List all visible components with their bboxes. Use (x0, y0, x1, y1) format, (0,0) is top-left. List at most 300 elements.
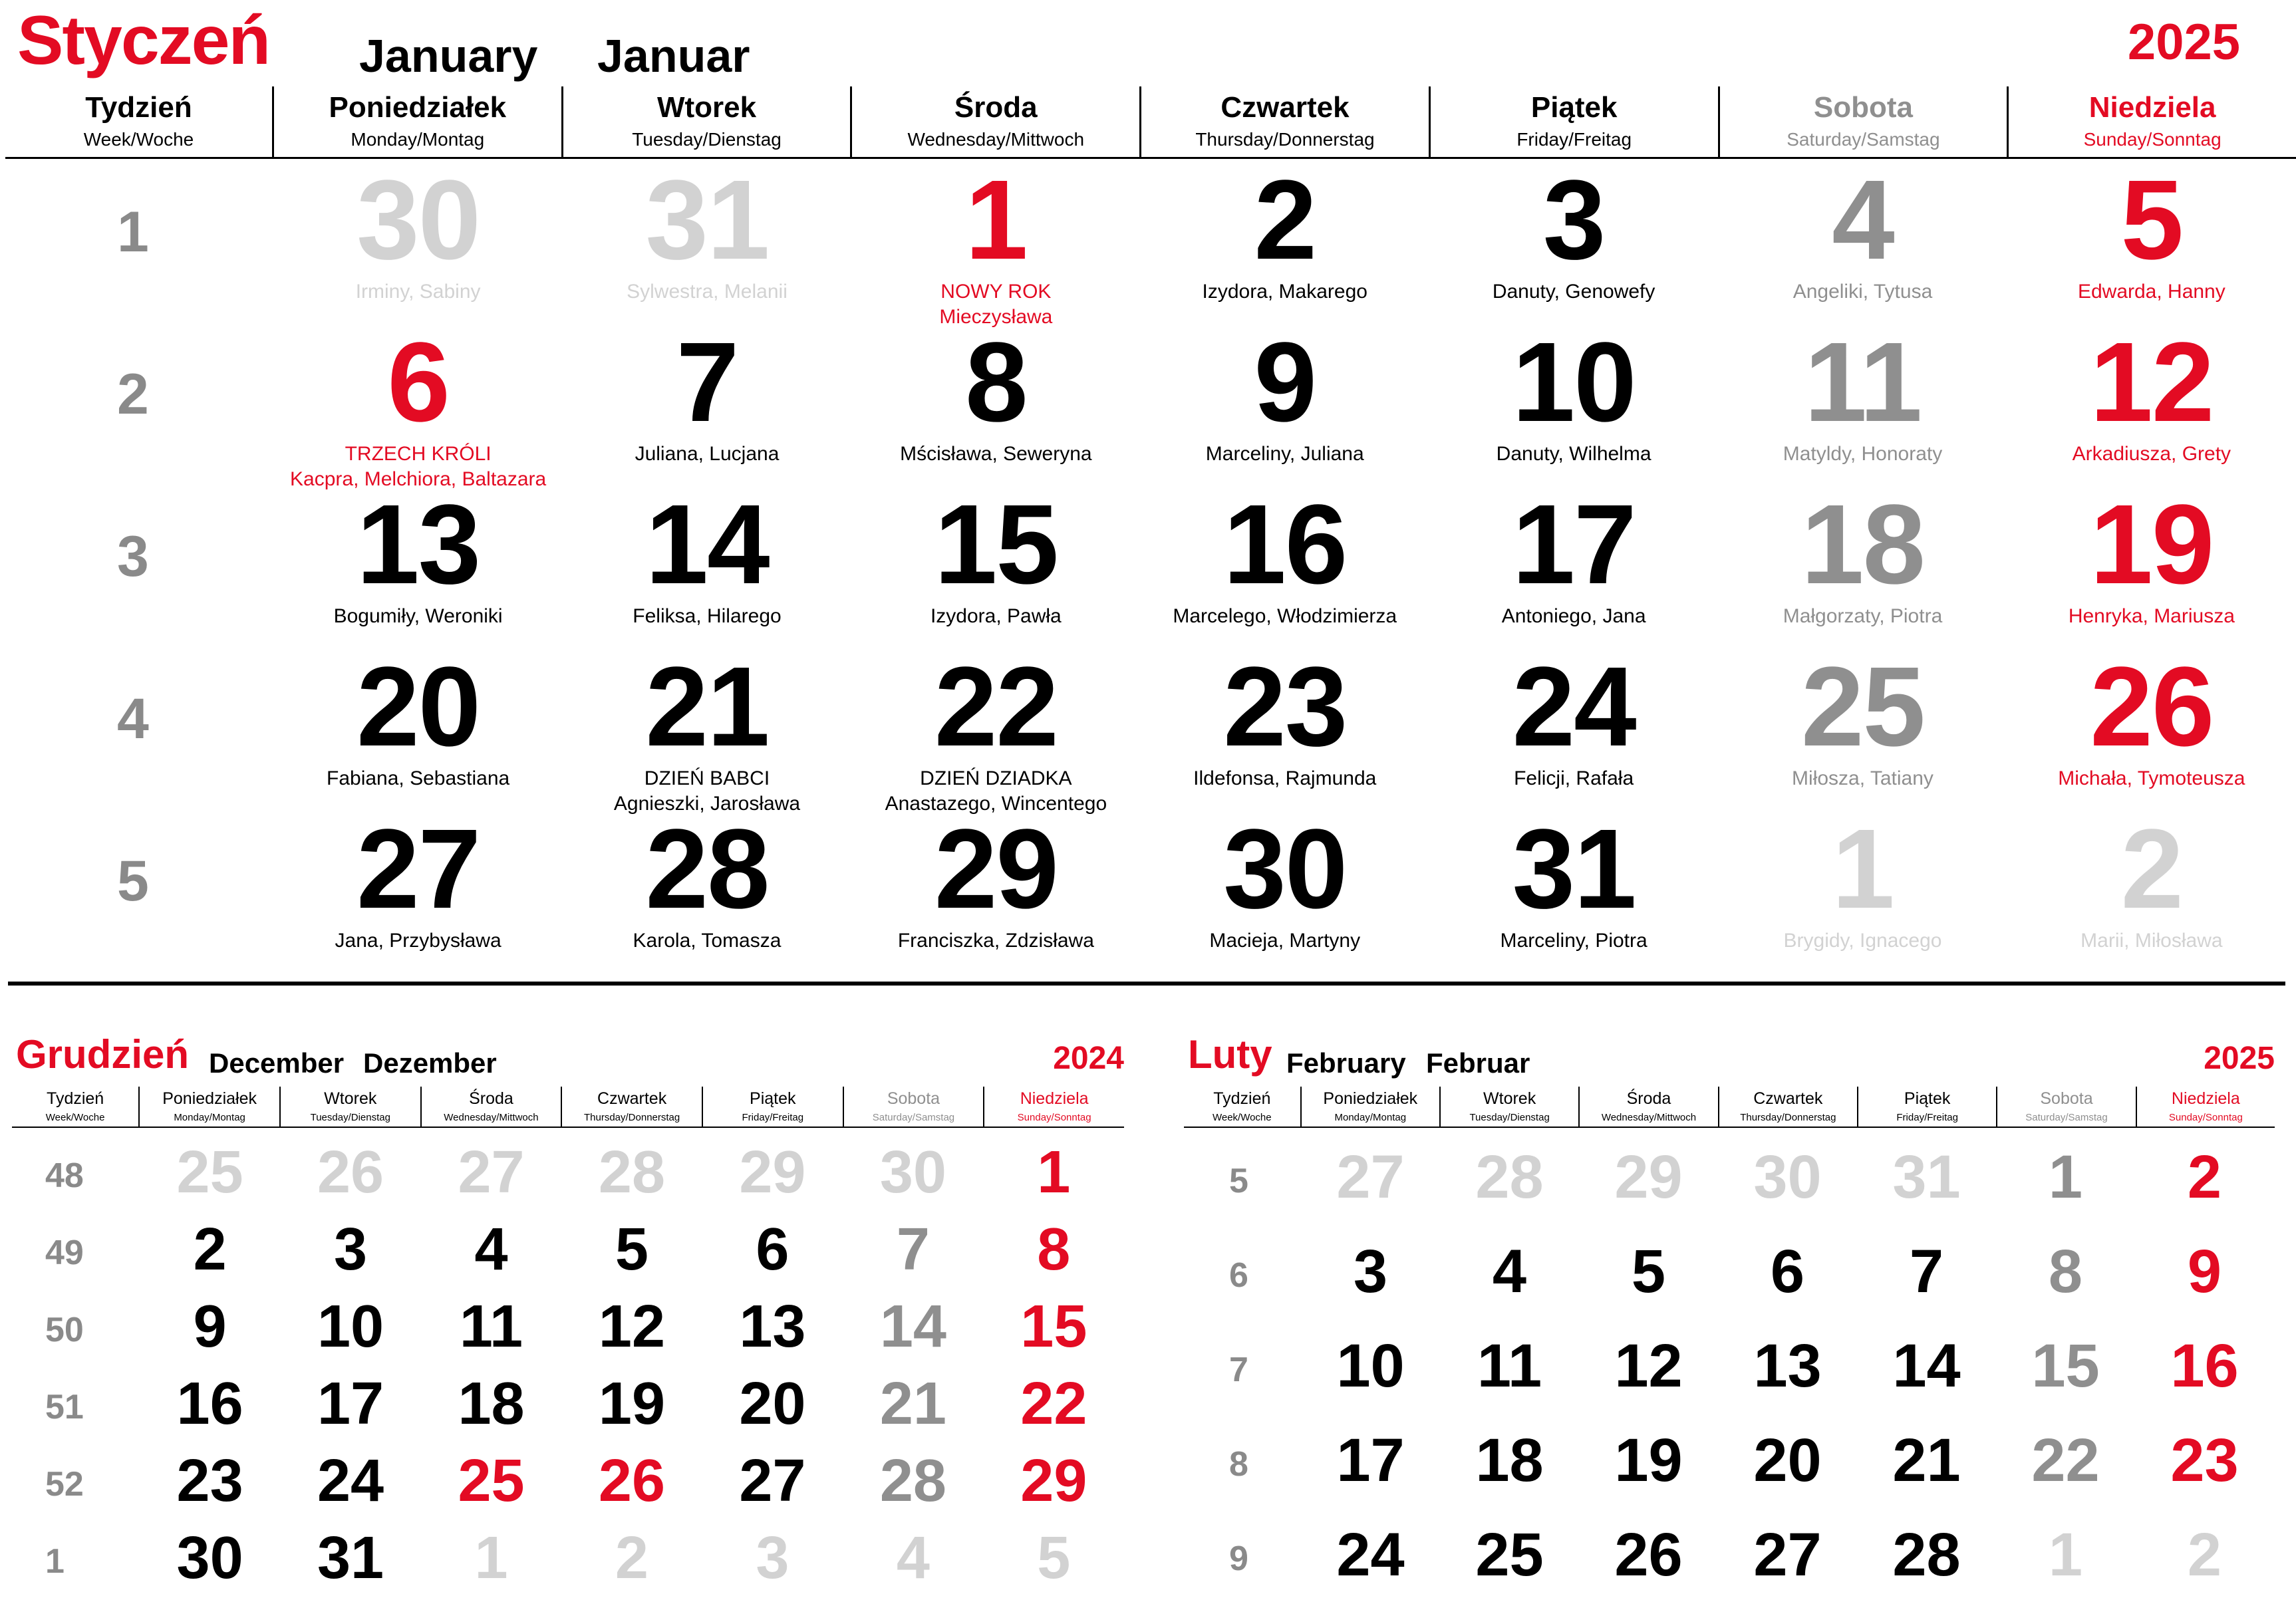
name-day-label: DZIEŃ BABCI (644, 767, 770, 789)
day-number: 22 (934, 644, 1058, 770)
weekday-subtitle: Thursday/Donnerstag (1195, 129, 1375, 150)
day-number: 7 (896, 1216, 930, 1283)
week-row (1184, 1411, 2275, 1506)
week-number: 49 (45, 1234, 84, 1272)
day-number: 16 (176, 1371, 243, 1437)
day-number: 15 (1020, 1293, 1087, 1360)
day-number: 20 (1753, 1426, 1822, 1494)
day-number: 5 (2120, 157, 2183, 283)
day-number: 14 (1892, 1332, 1961, 1400)
weekday-header-cell (5, 86, 272, 157)
weekday-subtitle: Wednesday/Mittwoch (907, 129, 1085, 150)
day-number: 10 (317, 1293, 384, 1360)
day-number: 28 (879, 1448, 946, 1514)
week-row (1184, 1506, 2275, 1600)
day-number: 28 (645, 806, 769, 932)
week-number-cell (1184, 1128, 1301, 1222)
week-row (1184, 1222, 2275, 1317)
day-number: 11 (1804, 319, 1922, 446)
day-number: 31 (1512, 806, 1636, 932)
day-number: 3 (334, 1216, 368, 1283)
week-number: 50 (45, 1311, 84, 1349)
day-number: 23 (176, 1448, 243, 1514)
weekday-name: Tydzień (47, 1089, 104, 1108)
name-day-label: Izydora, Pawła (930, 605, 1062, 627)
name-day-label: Marcelego, Włodzimierza (1173, 605, 1397, 627)
weekday-name: Sobota (1813, 91, 1913, 124)
day-number: 17 (1336, 1426, 1405, 1494)
name-day-label: Ildefonsa, Rajmunda (1193, 767, 1377, 789)
day-cell (1141, 319, 1429, 484)
week-number: 4 (117, 687, 149, 751)
day-cell (2007, 157, 2296, 322)
week-number: 51 (45, 1388, 84, 1426)
week-number-cell (1184, 1222, 1301, 1317)
name-day-label: Antoniego, Jana (1501, 605, 1646, 627)
name-day-label: Henryka, Mariusza (2068, 605, 2235, 627)
day-number: 5 (1631, 1238, 1666, 1305)
day-number: 3 (1542, 157, 1605, 283)
day-cell (273, 481, 562, 646)
day-number: 19 (598, 1371, 666, 1437)
weekday-header-cell (1300, 1087, 1439, 1127)
name-day-label: Felicji, Rafała (1514, 767, 1634, 789)
day-cell (1718, 157, 2007, 322)
weekday-header (5, 86, 2296, 159)
weekday-name: Środa (954, 91, 1038, 124)
day-number: 26 (598, 1448, 666, 1514)
week-row (12, 1128, 1124, 1205)
day-cell (273, 646, 562, 809)
day-number: 24 (317, 1448, 384, 1514)
weekday-subtitle: Tuesday/Dienstag (310, 1112, 390, 1123)
day-number: 1 (965, 157, 1027, 283)
day-number: 26 (317, 1139, 384, 1206)
name-day-label: Mścisława, Seweryna (900, 443, 1092, 465)
week-row (12, 1359, 1124, 1436)
weekday-header-cell (2136, 1087, 2275, 1127)
week-number-cell (12, 1514, 140, 1591)
day-number: 11 (459, 1293, 523, 1360)
day-cell (2007, 806, 2296, 971)
day-cell (851, 157, 1140, 328)
weekday-subtitle: Tuesday/Dienstag (1469, 1112, 1550, 1123)
day-number: 8 (1037, 1216, 1071, 1283)
month-title-english: January (359, 30, 538, 82)
name-day-label: Izydora, Makarego (1202, 281, 1367, 303)
day-number: 1 (1037, 1139, 1071, 1206)
weekday-header-cell (1996, 1087, 2135, 1127)
name-day-label: Irminy, Sabiny (355, 281, 481, 303)
weekday-header-cell (1139, 86, 1429, 157)
day-number: 21 (645, 644, 769, 770)
days-grid (12, 1128, 1124, 1591)
week-number-cell (12, 1205, 140, 1282)
week-row (12, 1282, 1124, 1359)
week-row (1184, 1317, 2275, 1411)
weekday-subtitle: Sunday/Sonntag (2168, 1112, 2243, 1123)
day-number: 29 (934, 806, 1058, 932)
name-day-label: DZIEŃ DZIADKA (920, 767, 1072, 789)
weekday-name: Czwartek (597, 1089, 667, 1108)
weekday-name: Niedziela (1020, 1089, 1089, 1108)
day-number: 30 (1753, 1143, 1822, 1211)
day-number: 25 (176, 1139, 243, 1206)
month-title-german: Dezember (363, 1047, 497, 1079)
name-day-label: Juliana, Lucjana (635, 443, 780, 465)
name-day-label: Anastazego, Wincentego (885, 793, 1107, 815)
name-day-label: Feliksa, Hilarego (633, 605, 782, 627)
weekday-header-cell (1184, 1087, 1300, 1127)
weekday-subtitle: Tuesday/Dienstag (632, 129, 782, 150)
year-label: 2025 (2204, 1041, 2275, 1076)
day-cell (851, 806, 1140, 971)
week-number-cell (5, 646, 273, 809)
day-number: 2 (615, 1525, 648, 1591)
weekday-header-cell (2007, 86, 2296, 157)
day-number: 31 (645, 157, 769, 283)
day-number: 2 (193, 1216, 227, 1283)
weekday-name: Niedziela (2171, 1089, 2240, 1108)
previous-month-calendar (12, 1032, 1124, 1591)
day-number: 10 (1336, 1332, 1405, 1400)
day-cell (1718, 481, 2007, 646)
day-cell (2007, 319, 2296, 484)
day-number: 6 (756, 1216, 789, 1283)
section-divider (8, 982, 2285, 986)
day-number: 23 (2170, 1426, 2239, 1494)
name-day-label: Agnieszki, Jarosława (613, 793, 801, 815)
day-number: 7 (1909, 1238, 1944, 1305)
day-number: 1 (2048, 1143, 2083, 1211)
day-number: 9 (2187, 1238, 2222, 1305)
day-number: 16 (1223, 481, 1347, 608)
day-number: 27 (357, 806, 480, 932)
weekday-subtitle: Sunday/Sonntag (1017, 1112, 1091, 1123)
weekday-header-cell (12, 1087, 138, 1127)
day-cell (851, 644, 1140, 815)
day-cell (2007, 646, 2296, 809)
week-row (12, 1205, 1124, 1282)
day-number: 6 (1770, 1238, 1805, 1305)
weekday-name: Wtorek (324, 1089, 377, 1108)
day-number: 31 (317, 1525, 384, 1591)
name-day-label: Sylwestra, Melanii (627, 281, 788, 303)
weekday-header-cell (1718, 1087, 1857, 1127)
week-number: 48 (45, 1156, 84, 1195)
name-day-label: Danuty, Genowefy (1492, 281, 1655, 303)
day-cell (1429, 157, 1718, 322)
week-row (5, 806, 2296, 971)
day-number: 5 (1037, 1525, 1071, 1591)
day-number: 18 (458, 1371, 525, 1437)
day-number: 17 (317, 1371, 384, 1437)
weekday-header-cell (1439, 1087, 1578, 1127)
weekday-header-cell (983, 1087, 1124, 1127)
day-number: 14 (645, 481, 769, 608)
weekday-header-cell (1578, 1087, 1717, 1127)
name-day-label: Marceliny, Piotra (1500, 930, 1648, 952)
day-number: 4 (1832, 157, 1894, 283)
week-row (5, 481, 2296, 646)
weekday-name: Piątek (1530, 91, 1618, 124)
week-number-cell (5, 484, 273, 646)
name-day-label: Marii, Miłosława (2081, 930, 2223, 952)
weekday-name: Piątek (750, 1089, 796, 1108)
name-day-label: Brygidy, Ignacego (1783, 930, 1942, 952)
weekday-name: Wtorek (656, 91, 757, 124)
day-number: 22 (1020, 1371, 1087, 1437)
weekday-subtitle: Week/Woche (1212, 1112, 1272, 1123)
day-number: 4 (474, 1216, 508, 1283)
weekday-name: Piątek (1904, 1089, 1951, 1108)
day-number: 24 (1336, 1521, 1405, 1589)
day-number: 30 (1223, 806, 1347, 932)
weekday-subtitle: Friday/Freitag (1896, 1112, 1958, 1123)
day-cell (563, 319, 851, 484)
weekday-header-cell (1429, 86, 1718, 157)
day-number: 12 (1614, 1332, 1683, 1400)
day-number: 8 (2048, 1238, 2083, 1305)
weekday-subtitle: Wednesday/Mittwoch (444, 1112, 539, 1123)
week-number: 52 (45, 1465, 84, 1504)
day-cell (1141, 481, 1429, 646)
weekday-name: Poniedziałek (1323, 1089, 1418, 1108)
week-row (12, 1514, 1124, 1591)
name-day-label: Angeliki, Tytusa (1793, 281, 1933, 303)
next-month-calendar (1184, 1032, 2275, 1589)
week-number: 5 (1229, 1162, 1248, 1200)
day-number: 30 (357, 157, 480, 283)
day-number: 2 (1254, 157, 1316, 283)
week-number: 5 (117, 849, 149, 913)
weekday-header-cell (1718, 86, 2007, 157)
year-label: 2024 (1053, 1041, 1124, 1076)
day-number: 13 (1753, 1332, 1822, 1400)
name-day-label: Fabiana, Sebastiana (327, 767, 510, 789)
weekday-subtitle: Week/Woche (83, 129, 194, 150)
weekday-header-cell (850, 86, 1139, 157)
name-day-label: Jana, Przybysława (335, 930, 502, 952)
weekday-name: Sobota (887, 1089, 940, 1108)
week-number: 3 (117, 525, 149, 589)
name-day-label: Danuty, Wilhelma (1496, 443, 1651, 465)
weekday-header-cell (843, 1087, 984, 1127)
day-number: 27 (739, 1448, 806, 1514)
day-number: 30 (176, 1525, 243, 1591)
day-number: 19 (2090, 481, 2214, 608)
weekday-header-cell (138, 1087, 279, 1127)
day-number: 27 (1336, 1143, 1405, 1211)
weekday-name: Poniedziałek (329, 91, 507, 124)
day-number: 15 (934, 481, 1058, 608)
day-cell (563, 806, 851, 971)
day-number: 23 (1223, 644, 1347, 770)
month-title-english: February (1286, 1047, 1406, 1079)
day-number: 4 (1492, 1238, 1527, 1305)
name-day-label: Karola, Tomasza (633, 930, 782, 952)
week-row (5, 644, 2296, 815)
day-number: 28 (598, 1139, 666, 1206)
day-cell (1429, 646, 1718, 809)
day-cell (1718, 319, 2007, 484)
day-cell (273, 157, 562, 322)
weekday-header-cell (1857, 1087, 1996, 1127)
day-number: 1 (474, 1525, 508, 1591)
weekday-subtitle: Saturday/Samstag (2025, 1112, 2108, 1123)
weekday-header-cell (561, 1087, 702, 1127)
name-day-label: Bogumiły, Weroniki (333, 605, 503, 627)
day-number: 31 (1892, 1143, 1961, 1211)
week-number: 8 (1229, 1445, 1248, 1484)
name-day-label: Franciszka, Zdzisława (897, 930, 1094, 952)
week-number-cell (1184, 1506, 1301, 1600)
day-number: 26 (2090, 644, 2214, 770)
weekday-header-cell (420, 1087, 561, 1127)
day-number: 12 (598, 1293, 666, 1360)
weekday-subtitle: Saturday/Samstag (872, 1112, 955, 1123)
weekday-header-cell (272, 86, 561, 157)
name-day-label: Matyldy, Honoraty (1783, 443, 1943, 465)
month-title-polish: Luty (1188, 1032, 1272, 1077)
name-day-label: Miłosza, Tatiany (1792, 767, 1934, 789)
weekday-header-cell (279, 1087, 420, 1127)
day-number: 7 (676, 319, 738, 446)
day-cell (273, 806, 562, 971)
name-day-label: Edwarda, Hanny (2077, 281, 2225, 303)
day-number: 18 (1800, 481, 1925, 608)
weekday-name: Wtorek (1483, 1089, 1536, 1108)
day-number: 13 (357, 481, 480, 608)
week-number: 2 (117, 362, 149, 426)
week-number-cell (5, 809, 273, 971)
weekday-header-cell (561, 86, 851, 157)
day-number: 25 (1800, 644, 1925, 770)
day-number: 9 (1254, 319, 1316, 446)
day-number: 28 (1475, 1143, 1544, 1211)
week-number: 1 (117, 200, 149, 264)
day-number: 1 (2048, 1521, 2083, 1589)
weekday-subtitle: Thursday/Donnerstag (583, 1112, 680, 1123)
day-number: 30 (879, 1139, 946, 1206)
weekday-name: Poniedziałek (162, 1089, 257, 1108)
month-title-polish: Styczeń (17, 2, 270, 79)
weekday-name: Niedziela (2088, 91, 2216, 124)
day-number: 21 (1892, 1426, 1961, 1494)
day-number: 11 (1477, 1332, 1542, 1400)
day-number: 15 (2031, 1332, 2100, 1400)
weekday-subtitle: Friday/Freitag (1516, 129, 1632, 150)
weekday-name: Sobota (2040, 1089, 2093, 1108)
week-number-cell (12, 1436, 140, 1514)
day-number: 27 (1753, 1521, 1822, 1589)
year-label: 2025 (2127, 14, 2240, 70)
week-row (1184, 1128, 2275, 1222)
day-number: 22 (2031, 1426, 2100, 1494)
name-day-label: Kacpra, Melchiora, Baltazara (290, 468, 547, 490)
day-number: 20 (739, 1371, 806, 1437)
week-row (5, 157, 2296, 328)
day-number: 19 (1614, 1426, 1683, 1494)
day-number: 26 (1614, 1521, 1683, 1589)
day-number: 25 (1475, 1521, 1544, 1589)
weekday-name: Środa (1626, 1089, 1671, 1108)
week-number-cell (5, 160, 273, 322)
day-number: 3 (756, 1525, 789, 1591)
day-number: 13 (739, 1293, 806, 1360)
day-cell (563, 481, 851, 646)
weekday-subtitle: Week/Woche (45, 1112, 105, 1123)
day-number: 8 (965, 319, 1027, 446)
week-number-cell (1184, 1411, 1301, 1506)
day-number: 28 (1892, 1521, 1961, 1589)
days-grid (1184, 1128, 2275, 1600)
day-number: 14 (879, 1293, 946, 1360)
day-number: 9 (193, 1293, 227, 1360)
day-number: 17 (1512, 481, 1636, 608)
week-number: 7 (1229, 1351, 1248, 1389)
day-cell (1141, 157, 1429, 322)
weekday-name: Czwartek (1753, 1089, 1823, 1108)
name-day-label: Michała, Tymoteusza (2058, 767, 2245, 789)
month-title-german: Februar (1426, 1047, 1530, 1079)
weekday-header (1184, 1087, 2275, 1128)
day-cell (2007, 481, 2296, 646)
day-number: 5 (615, 1216, 648, 1283)
weekday-name: Czwartek (1220, 91, 1350, 124)
weekday-subtitle: Thursday/Donnerstag (1740, 1112, 1836, 1123)
week-number-cell (12, 1282, 140, 1359)
day-number: 3 (1353, 1238, 1388, 1305)
day-number: 18 (1475, 1426, 1544, 1494)
weekday-header-cell (702, 1087, 843, 1127)
day-cell (563, 644, 851, 815)
day-number: 12 (2090, 319, 2214, 446)
day-cell (851, 481, 1140, 646)
week-number: 9 (1229, 1539, 1248, 1578)
day-number: 4 (896, 1525, 930, 1591)
weekday-subtitle: Sunday/Sonntag (2083, 129, 2222, 150)
week-number-cell (1184, 1317, 1301, 1411)
day-number: 29 (1614, 1143, 1683, 1211)
weekday-subtitle: Monday/Montag (351, 129, 485, 150)
weekday-subtitle: Friday/Freitag (742, 1112, 804, 1123)
day-cell (1718, 806, 2007, 971)
name-day-label: TRZECH KRÓLI (345, 443, 492, 465)
day-number: 10 (1512, 319, 1636, 446)
week-number-cell (12, 1128, 140, 1205)
day-number: 2 (2120, 806, 2183, 932)
name-day-label: Macieja, Martyny (1209, 930, 1361, 952)
weekday-subtitle: Wednesday/Mittwoch (1601, 1112, 1697, 1123)
day-cell (1141, 646, 1429, 809)
day-number: 25 (458, 1448, 525, 1514)
day-number: 6 (387, 319, 449, 446)
day-cell (1429, 806, 1718, 971)
day-cell (563, 157, 851, 322)
name-day-label: Arkadiusza, Grety (2072, 443, 2231, 465)
weekday-name: Tydzień (85, 91, 192, 124)
day-number: 1 (1832, 806, 1894, 932)
name-day-label: Marceliny, Juliana (1205, 443, 1364, 465)
day-number: 16 (2170, 1332, 2239, 1400)
name-day-label: NOWY ROK (940, 281, 1052, 303)
name-day-label: Mieczysława (939, 306, 1053, 328)
month-title-english: December (209, 1047, 345, 1079)
day-cell (1429, 319, 1718, 484)
month-title-german: Januar (597, 30, 750, 82)
day-cell (273, 319, 562, 490)
